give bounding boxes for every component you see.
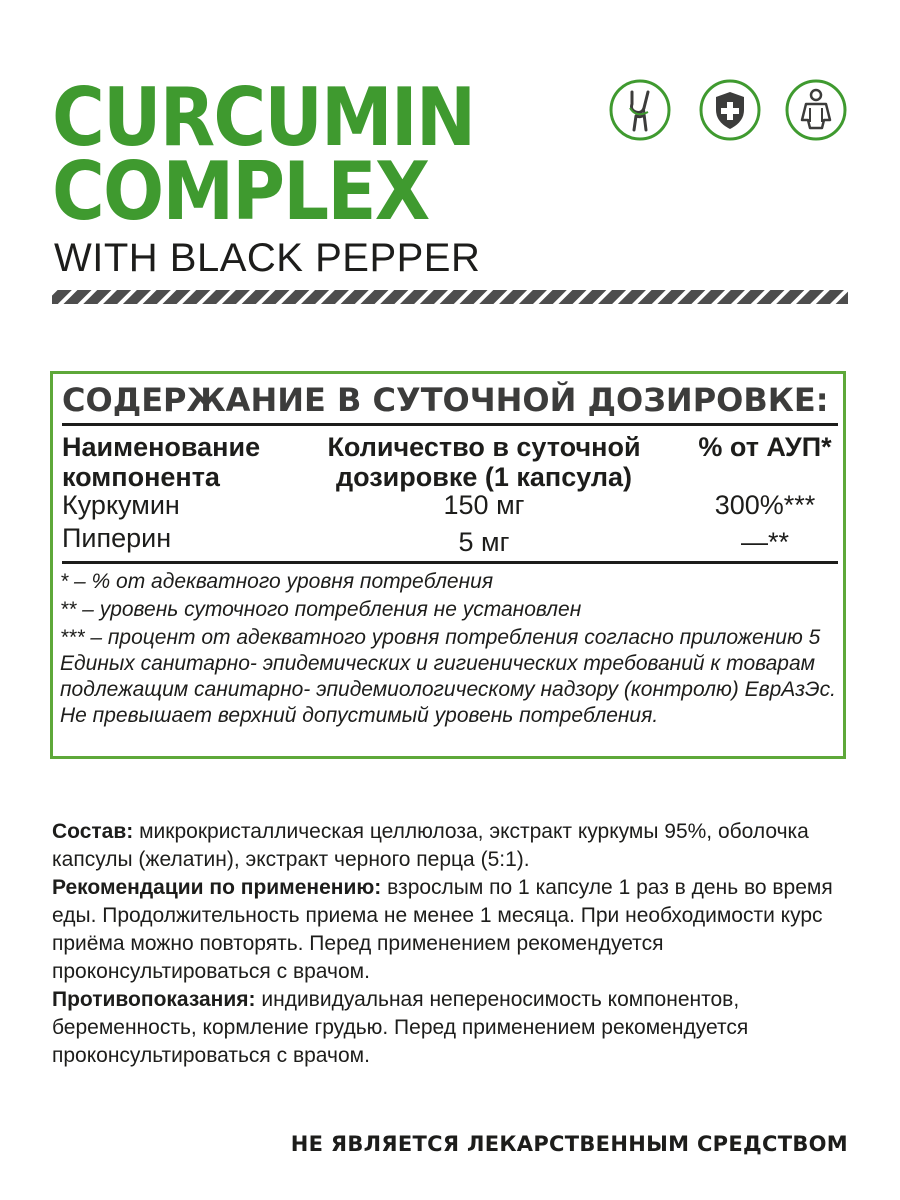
usage-label: Рекомендации по применению:	[52, 876, 382, 899]
footnote: * – % от адекватного уровня потребления	[60, 570, 494, 593]
contraindications-label: Противопоказания:	[52, 988, 256, 1011]
usage-text: взрослым по 1 капсуле 1 раз в день во время еды. Продолжительность приема не менее 1 месяца. При необходимости курс приёма можно повторять. Перед применением рекомендуется проконсультироваться с врачом.	[52, 876, 833, 983]
table-row-amount: 150 мг	[443, 490, 525, 520]
contraindications-section	[52, 986, 852, 1070]
table-top-rule	[62, 423, 838, 426]
usage-section	[52, 874, 852, 986]
decorative-stripe	[52, 290, 848, 304]
composition-section	[52, 818, 852, 874]
contraindications-text: индивидуальная непереносимость компонентов, беременность, кормление грудью. Перед применением рекомендуется проконсультироваться с врачом.	[52, 988, 749, 1067]
body-icon	[784, 78, 848, 142]
table-row-name: Пиперин	[62, 523, 172, 553]
footnote: ** – уровень суточного потребления не установлен	[60, 598, 582, 621]
composition-text: микрокристаллическая целлюлоза, экстракт куркумы 95%, оболочка капсулы (желатин), экстракт черного перца (5:1).	[52, 820, 809, 871]
product-title-line2: COMPLEX	[52, 145, 429, 238]
table-row-percent: —**	[740, 527, 789, 557]
joint-icon	[608, 78, 672, 142]
dosage-heading: СОДЕРЖАНИЕ В СУТОЧНОЙ ДОЗИРОВКЕ:	[62, 381, 829, 419]
table-row-name: Куркумин	[62, 490, 180, 520]
column-header-amount: Количество в суточной дозировке (1 капсула)	[327, 432, 641, 492]
column-header-percent: % от АУП*	[698, 432, 832, 462]
composition-label: Состав:	[52, 820, 134, 843]
shield-cross-icon	[698, 78, 762, 142]
disclaimer: НЕ ЯВЛЯЕТСЯ ЛЕКАРСТВЕННЫМ СРЕДСТВОМ	[290, 1132, 848, 1156]
product-title-line1: CURCUMIN	[52, 71, 475, 164]
product-subtitle: WITH BLACK PEPPER	[54, 236, 481, 280]
table-bottom-rule	[62, 561, 838, 564]
footnote: *** – процент от адекватного уровня потребления согласно приложению 5 Единых санитарно- эпидемических и гигиенических требований к товарам подлежащим санитарно- эпидемиологическому надзору (контролю) ЕврАзЭс. Не превышает верхний допустимый уровень потребления.	[60, 626, 836, 727]
table-row-percent: 300%***	[714, 490, 816, 520]
table-row-amount: 5 мг	[458, 527, 510, 557]
column-header-component: Наименование компонента	[62, 432, 261, 492]
